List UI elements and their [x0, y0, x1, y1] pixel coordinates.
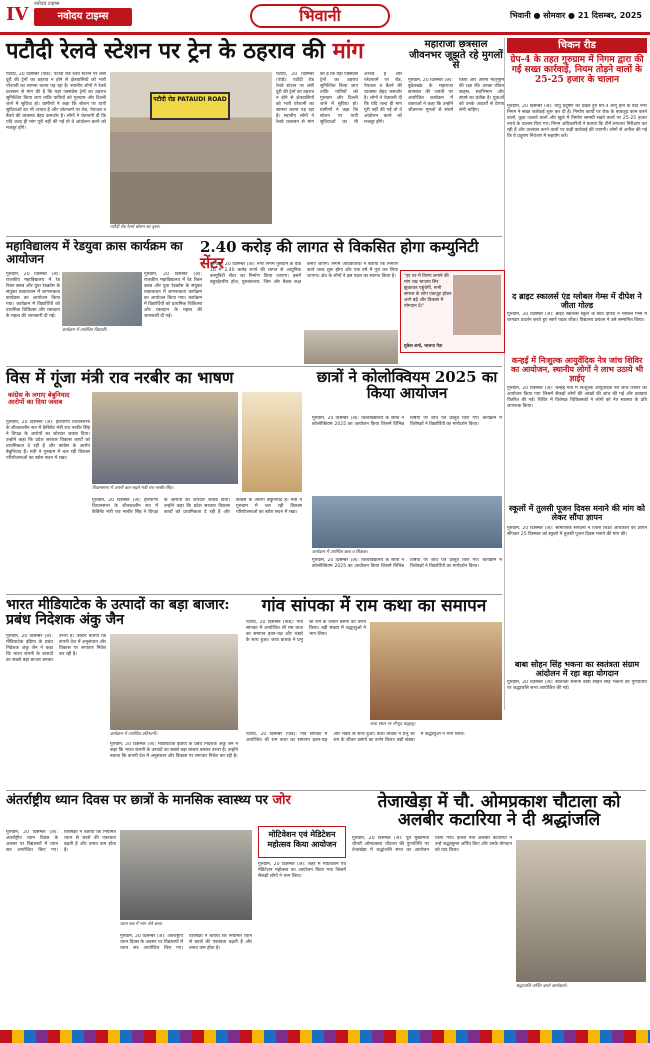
- story10-headline: मोटिवेशन एवं मेडिटेशन महोत्सव किया आयोजन: [258, 826, 346, 858]
- story9-caption: ध्यान सत्र में भाग लेते छात्र।: [120, 922, 163, 927]
- story9-body-2: गुरुग्राम, 20 दिसम्बर (अ): अंतर्राष्ट्रीय ध्यान दिवस के अवसर पर विद्यालयों में ध्यान सत्र आयोजित किए गए। विशेषज्ञों ने बताया कि नियमित ध्यान से छात्रों की एकाग्रता बढ़ती है और तनाव कम होता है।: [120, 934, 252, 951]
- sidebar-headline-2: द ब्राइट स्कालर्स एंड ग्लोबल गेम्स में दीपेश ने जीता गोल्ड: [512, 291, 642, 310]
- dateline: भिवानी ● सोमवार ● 21 दिसम्बर, 2025: [509, 11, 642, 20]
- sidebar-body-5: गुरुग्राम, 20 दिसम्बर (अ): स्वतंत्रता सेनानी बाबा सोहन सिंह भकना की पुण्यतिथि पर श्रद्धांजलि सभा आयोजित की गई।: [507, 680, 647, 691]
- sidebar-label: चिकन रीड: [507, 38, 647, 53]
- sidebar-headline: ग्रेप-4 के तहत गुरुग्राम में निगम द्वारा की गई सख्त कार्रवाई, नियम तोड़ने वालों के 25-25 हजार के चालान: [510, 55, 644, 85]
- story9-body: गुरुग्राम, 20 दिसम्बर (अ): अंतर्राष्ट्रीय ध्यान दिवस के अवसर पर विद्यालयों में ध्यान सत्र आयोजित किए गए। विशेषज्ञों ने बताया कि नियमित ध्यान से छात्रों की एकाग्रता बढ़ती है और तनाव कम होता है।: [6, 830, 116, 853]
- story2-body: गुरुग्राम, 20 दिसम्बर (अ): बुंदेलखंड के महाराजा छत्रसाल की जयंती पर आयोजित कार्यक्रम में वक्ताओं ने कहा कि उन्होंने जीवनभर मुगलों से संघर्ष किया और अपनी मातृभूमि की रक्षा की। उनका जीवन साहस, स्वाभिमान और संघर्ष का प्रतीक है। युवाओं को उनके आदर्शों से प्रेरणा लेनी चाहिए।: [408, 78, 504, 113]
- story10-body: गुरुग्राम, 20 दिसम्बर (अ): शहर में मोटिवेशन एवं मेडिटेशन महोत्सव का आयोजन किया गया जिसमें सैकड़ों लोगों ने भाग लिया।: [258, 862, 346, 879]
- story8-body-2: पटौदी, 20 दिसम्बर (पांडे): गांव सांपका में आयोजित श्री राम कथा का समापन हवन-यज्ञ और भंडारे के साथ हुआ। कथा वाचक ने प्रभु श्री राम के जीवन प्रसंगों का वर्णन किया। बड़ी संख्या में श्रद्धालुओं ने भाग लिया।: [246, 732, 465, 743]
- masthead: [0, 0, 650, 38]
- sidebar-headline-5: बाबा सोहन सिंह भकना का स्वतंत्रता संग्राम आंदोलन में रहा बड़ा योगदान: [514, 659, 640, 678]
- story4-caption: कार्यक्रम में उपस्थित विद्यार्थी।: [62, 328, 107, 333]
- story7-caption: कार्यक्रम में उपस्थित प्रतिभागी।: [110, 732, 158, 737]
- story5-tag: कांग्रेस के लगाए बेबुनियाद आरोपों का दिया जवाब: [8, 391, 70, 406]
- page-number: IV: [6, 4, 29, 25]
- station-sign: पटौदी रोड PATAUDI ROAD: [150, 92, 230, 120]
- story7-body: गुरुग्राम, 20 दिसम्बर (अ): मीडियाटेक इंडिया के प्रबंध निदेशक अंकु जैन ने कहा कि भारत कंपनी के उत्पादों का सबसे बड़ा बाजार बनकर उभरा है। उन्होंने बताया कि कंपनी देश में अनुसंधान और विकास पर लगातार निवेश कर रही है।: [6, 634, 106, 663]
- story4-body: गुरुग्राम, 20 दिसम्बर (अ): राजकीय महाविद्यालय में रेड रिबन क्लब और युवा रेडक्रॉस के संयुक्त तत्वावधान में जागरूकता कार्यक्रम का आयोजन किया गया। कार्यक्रम में विद्यार्थियों को प्राथमिक चिकित्सा और रक्तदान के महत्व की जानकारी दी गई।: [6, 272, 60, 319]
- story8-photo: [370, 622, 502, 720]
- section-title: भिवानी: [250, 4, 390, 28]
- quote-text: "हर घर में तिरंगा लगाने की मांग रख भाजपा सिर झुकाकर पहुंचेगी, सभी समाज के लोग एकजुट होकर आगे बढ़ें और विकास में योगदान दें।": [404, 274, 452, 309]
- sidebar-body-3: गुरुग्राम, 20 दिसम्बर (अ): कन्हई गांव में निःशुल्क आयुर्वेदिक नेत्र जांच शिविर का आयोजन किया गया जिसमें सैकड़ों लोगों की आंखों की जांच की गई और दवाइयां वितरित की गईं। शिविर में विशेषज्ञ चिकित्सकों ने लोगों को नेत्र स्वास्थ्य के प्रति जागरूक किया।: [507, 386, 647, 409]
- story5-photo: [92, 392, 238, 484]
- story6-caption: कार्यक्रम में उपस्थित छात्र व शिक्षक।: [312, 550, 368, 555]
- quote-portrait: [453, 275, 501, 335]
- sidebar-body-4: गुरुग्राम, 20 दिसम्बर (अ): सामाजिक संगठनों ने जिला शिक्षा अधिकारी को ज्ञापन सौंपकर 25 दिसम्बर को स्कूलों में तुलसी पूजन दिवस मनाने की मांग की।: [507, 526, 647, 537]
- rule-1: [6, 236, 502, 237]
- brand-sub: नवोदय टाइम्स: [34, 1, 60, 7]
- sidebar-body: गुरुग्राम, 20 दिसम्बर (अ): वायु प्रदूषण को देखते हुए ग्रेप-4 लागू होने के बाद नगर निगम ने सख्त कार्रवाई शुरू कर दी है। निर्माण कार्यों पर रोक के बावजूद काम करने वालों, कूड़ा जलाने वालों और खुले में निर्माण सामग्री रखने वालों पर 25-25 हजार रुपये के चालान किए गए। निगम अधिकारियों ने बताया कि टीमें लगातार निरीक्षण कर रही हैं और उल्लंघन करने वालों पर कड़ी कार्रवाई की जाएगी। लोगों से अपील की गई कि वे प्रदूषण नियंत्रण में सहयोग करें।: [507, 104, 647, 139]
- rule-2: [6, 366, 502, 367]
- story8-caption: कथा स्थल पर मौजूद श्रद्धालु।: [370, 722, 416, 727]
- quote-box: [400, 270, 505, 353]
- story3-body: गुरुग्राम, 20 दिसम्बर (अ): नगर निगम गुरुग्राम के वार्ड 16 में 2.40 करोड़ रुपये की लागत से आधुनिक कम्युनिटी सेंटर का निर्माण किया जाएगा। इसमें बहुउद्देश्यीय हॉल, पुस्तकालय, जिम और बैठक कक्ष बनाए जाएंगे। निगम अधिकारियों ने बताया कि निर्माण कार्य जल्द शुरू होगा और एक वर्ष में पूरा कर लिया जाएगा। क्षेत्र के लोगों ने इस पहल का स्वागत किया है।: [210, 262, 398, 285]
- story4-body-2: गुरुग्राम, 20 दिसम्बर (अ): राजकीय महाविद्यालय में रेड रिबन क्लब और युवा रेडक्रॉस के संयुक्त तत्वावधान में जागरूकता कार्यक्रम का आयोजन किया गया। कार्यक्रम में विद्यार्थियों को प्राथमिक चिकित्सा और रक्तदान के महत्व की जानकारी दी गई।: [144, 272, 202, 319]
- story11-body: गुरुग्राम, 20 दिसम्बर (अ): पूर्व मुख्यमंत्री चौधरी ओमप्रकाश चौटाला की पुण्यतिथि पर तेजाखेड़ा में श्रद्धांजलि सभा का आयोजन किया गया। इनेलो नेता अलबीर कटारिया ने उन्हें श्रद्धासुमन अर्पित किए और उनके योगदान को याद किया।: [352, 836, 512, 853]
- story7-headline: भारत मीडियाटेक के उत्पादों का बड़ा बाजार: प्रबंध निदेशक अंकु जैन: [6, 597, 230, 628]
- story1-headline: पटौदी रेलवे स्टेशन पर ट्रेन के ठहराव की मांग: [6, 38, 364, 64]
- story7-photo: [110, 634, 238, 730]
- story6-body: गुरुग्राम, 20 दिसम्बर (अ): विश्वविद्यालय के छात्रों ने कोलोक्वियम 2025 का आयोजन किया जिसमें विभिन्न विषयों पर शोध पत्र प्रस्तुत किए गए। कार्यक्रम में विशेषज्ञों ने विद्यार्थियों का मार्गदर्शन किया।: [312, 416, 502, 427]
- story6-photo: [312, 496, 502, 548]
- brand-logo: नवोदय टाइम्स: [34, 8, 132, 26]
- sidebar-body-2: गुरुग्राम, 20 दिसम्बर (अ): ब्राइट स्कालर्स स्कूल के छात्र दीपेश ने ग्लोबल गेम्स में शानदार प्रदर्शन करते हुए स्वर्ण पदक जीता। विद्यालय प्रबंधन ने उसे सम्मानित किया।: [507, 312, 647, 323]
- story4-photo: [62, 272, 142, 326]
- story8-body: पटौदी, 20 दिसम्बर (पांडे): गांव सांपका में आयोजित श्री राम कथा का समापन हवन-यज्ञ और भंडारे के साथ हुआ। कथा वाचक ने प्रभु श्री राम के जीवन प्रसंगों का वर्णन किया। बड़ी संख्या में श्रद्धालुओं ने भाग लिया।: [246, 620, 366, 643]
- platform-shape: [110, 132, 272, 172]
- sidebar-headline-4: स्कूलों में तुलसी पूजन दिवस मनाने की मांग को लेकर सौंपा ज्ञापन: [509, 503, 645, 522]
- story4-headline: महाविद्यालय में रेडयुवा क्रास कार्यक्रम का आयोजन: [6, 239, 183, 266]
- rule-3: [6, 594, 502, 595]
- story1-body-left: पटौदी, 20 दिसम्बर (पांडे): पटौदी रोड रेलवे स्टेशन पर लंबी दूरी की ट्रेनों का ठहराव न होने से क्षेत्रवासियों को भारी परेशानी का सामना करना पड़ रहा है। स्थानीय लोगों ने रेलवे प्रशासन से मांग की है कि यहां एक्सप्रेस ट्रेनों का ठहराव सुनिश्चित किया जाए ताकि यात्रियों को गुरुग्राम और दिल्ली जाने में सुविधा हो। ग्रामीणों ने कहा कि स्टेशन पर यात्री सुविधाओं का भी अभाव है और प्लेटफार्म पर शेड, पेयजल व बैठने की व्यवस्था बेहद कमजोर है। लोगों ने चेतावनी दी कि यदि जल्द ही मांग पूरी नहीं की गई तो वे आंदोलन करने को मजबूर होंगे।: [6, 72, 106, 131]
- story5-body-2: गुरुग्राम, 20 दिसम्बर (अ): हरियाणा विधानसभा के शीतकालीन सत्र में कैबिनेट मंत्री राव नरबीर सिंह ने विपक्ष के आरोपों का जोरदार जवाब दिया। उन्होंने कहा कि प्रदेश सरकार विकास कार्यों को प्राथमिकता दे रही है और कांग्रेस के आरोप बेबुनियाद हैं। मंत्री ने गुरुग्राम में चल रही विकास परियोजनाओं का ब्योरा सदन में रखा।: [92, 498, 302, 515]
- sidebar-rule: [504, 38, 505, 710]
- story2-headline: महाराजा छत्रसाल जीवनभर जूझते रहे मुगलों से: [409, 39, 503, 71]
- community-center-photo: [304, 330, 398, 364]
- story8-headline: गांव सांपका में राम कथा का समापन: [261, 596, 487, 616]
- story11-photo: [516, 840, 646, 982]
- story1-body-right: पटौदी, 20 दिसम्बर (पांडे): पटौदी रोड रेलवे स्टेशन पर लंबी दूरी की ट्रेनों का ठहराव न होने से क्षेत्रवासियों को भारी परेशानी का सामना करना पड़ रहा है। स्थानीय लोगों ने रेलवे प्रशासन से मांग की है कि यहां एक्सप्रेस ट्रेनों का ठहराव सुनिश्चित किया जाए ताकि यात्रियों को गुरुग्राम और दिल्ली जाने में सुविधा हो। ग्रामीणों ने कहा कि स्टेशन पर यात्री सुविधाओं का भी अभाव है और प्लेटफार्म पर शेड, पेयजल व बैठने की व्यवस्था बेहद कमजोर है। लोगों ने चेतावनी दी कि यदि जल्द ही मांग पूरी नहीं की गई तो वे आंदोलन करने को मजबूर होंगे।: [276, 72, 402, 125]
- station-photo: [110, 72, 272, 224]
- story11-caption: श्रद्धांजलि अर्पित करते कार्यकर्ता।: [516, 984, 568, 989]
- story7-body-2: गुरुग्राम, 20 दिसम्बर (अ): मीडियाटेक इंडिया के प्रबंध निदेशक अंकु जैन ने कहा कि भारत कंपनी के उत्पादों का सबसे बड़ा बाजार बनकर उभरा है। उन्होंने बताया कि कंपनी देश में अनुसंधान और विकास पर लगातार निवेश कर रही है।: [110, 742, 238, 759]
- sidebar-headline-3: कन्हई में निःशुल्क आयुर्वेदिक नेत्र जांच शिविर का आयोजन, स्थानीय लोगों ने लाभ उठाये भी ज्ञाईए: [510, 355, 644, 383]
- story5-headline: विस में गूंजा मंत्री राव नरबीर का भाषण: [6, 368, 234, 387]
- minister-portrait: [242, 392, 302, 492]
- story5-body: गुरुग्राम, 20 दिसम्बर (अ): हरियाणा विधानसभा के शीतकालीन सत्र में कैबिनेट मंत्री राव नरबीर सिंह ने विपक्ष के आरोपों का जोरदार जवाब दिया। उन्होंने कहा कि प्रदेश सरकार विकास कार्यों को प्राथमिकता दे रही है और कांग्रेस के आरोप बेबुनियाद हैं। मंत्री ने गुरुग्राम में चल रही विकास परियोजनाओं का ब्योरा सदन में रखा।: [6, 420, 90, 461]
- story11-headline: तेजाखेड़ा में चौ. ओमप्रकाश चौटाला को अलबीर कटारिया ने दी श्रद्धांजलि: [377, 792, 621, 830]
- rule-4: [6, 790, 646, 791]
- story6-body-2: गुरुग्राम, 20 दिसम्बर (अ): विश्वविद्यालय के छात्रों ने कोलोक्वियम 2025 का आयोजन किया जिसमें विभिन्न विषयों पर शोध पत्र प्रस्तुत किए गए। कार्यक्रम में विशेषज्ञों ने विद्यार्थियों का मार्गदर्शन किया।: [312, 558, 502, 569]
- quote-name: मुकेश शर्मा, भाजपा नेता: [404, 344, 443, 349]
- story9-headline: अंतर्राष्ट्रीय ध्यान दिवस पर छात्रों के मानसिक स्वास्थ्य पर जोर: [6, 793, 291, 808]
- story3-headline: 2.40 करोड़ की लागत से विकसित होगा कम्युनिटी सेंटर: [200, 238, 479, 272]
- story9-photo: [120, 830, 252, 920]
- story6-headline: छात्रों ने कोलोक्वियम 2025 का किया आयोजन: [316, 368, 498, 402]
- masthead-rule: [0, 32, 650, 35]
- footer-strip: [0, 1030, 650, 1043]
- story1-caption: पटौदी रोड रेलवे स्टेशन का दृश्य।: [110, 225, 160, 230]
- story5-caption: विधानसभा में अपनी बात रखते मंत्री राव नरबीर सिंह।: [92, 486, 174, 491]
